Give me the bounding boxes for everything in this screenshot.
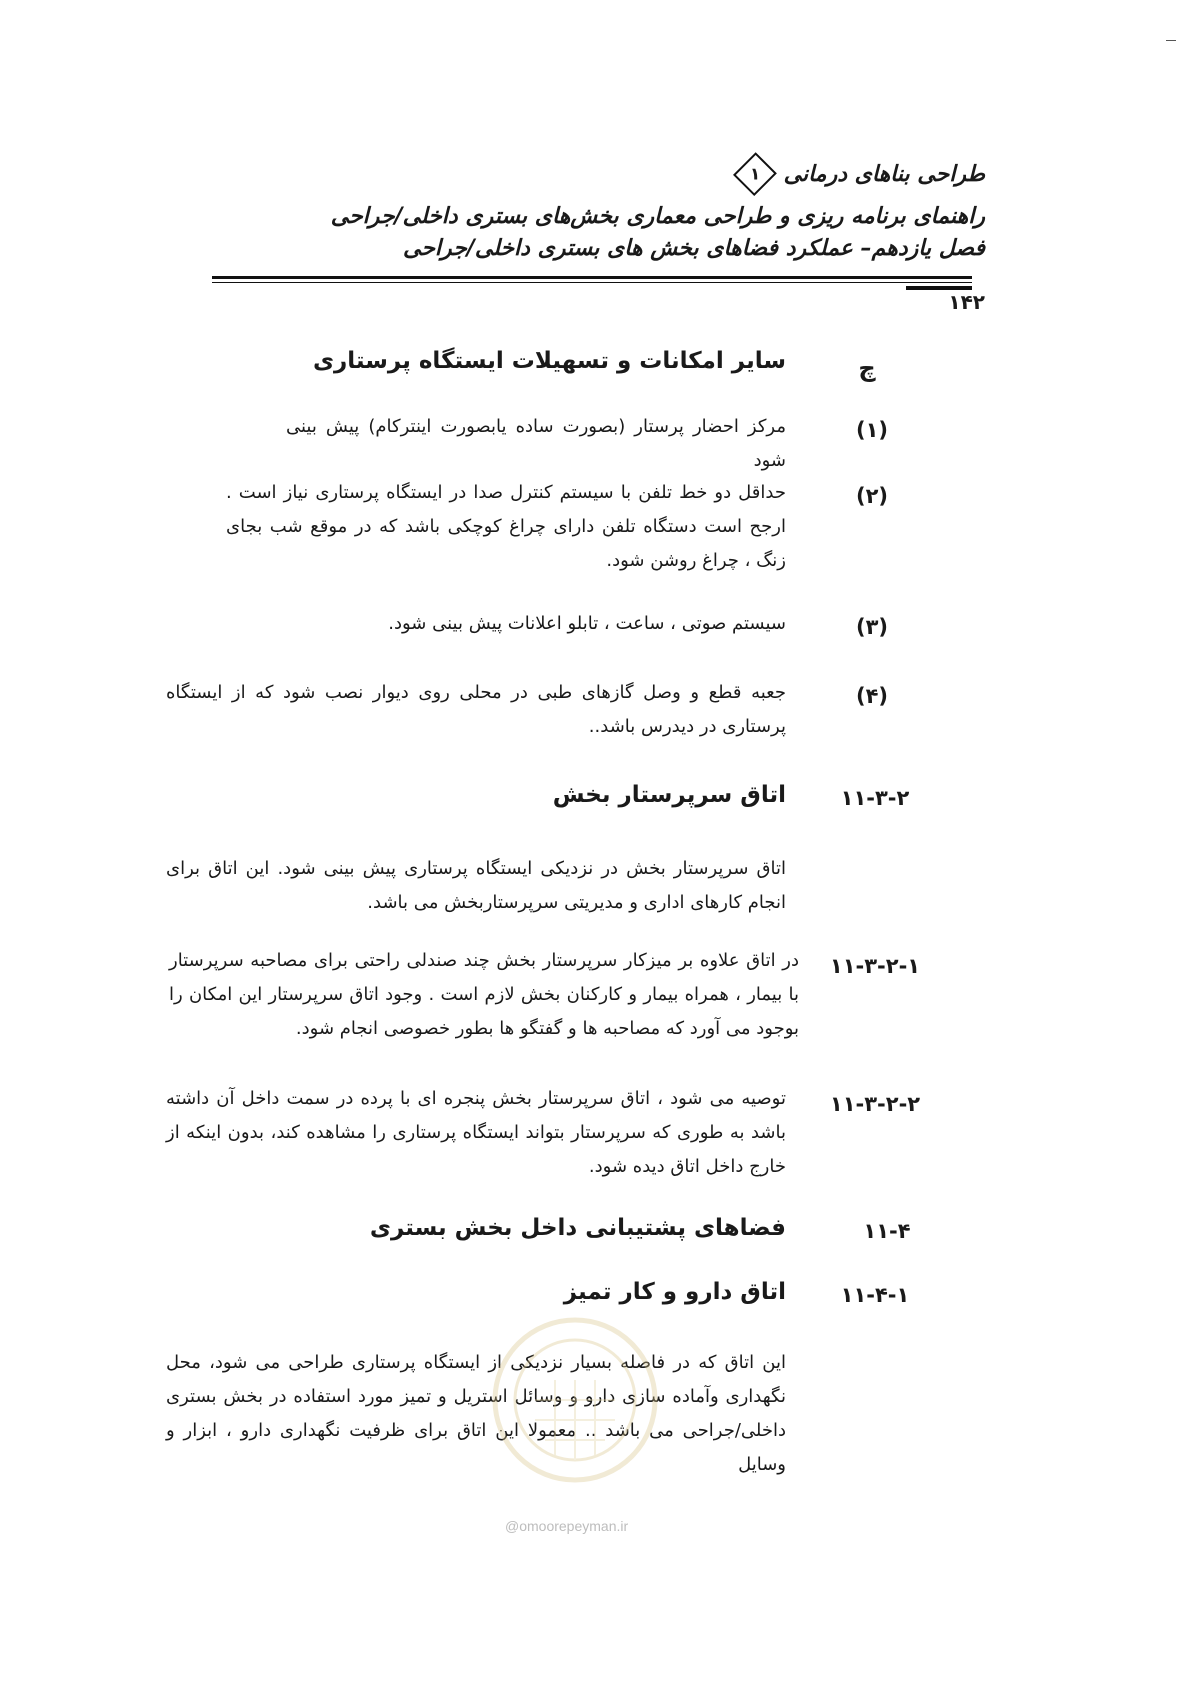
header-rule-thin <box>212 282 972 283</box>
subsection-11-3-2-1-number: ۱۱-۳-۲-۱ <box>829 954 921 978</box>
subsection-11-3-2-2-text: توصیه می شود ، اتاق سرپرستار بخش پنجره ای با پرده در سمت داخل آن داشته باشد به طوری که سرپرستار بتواند ایستگاه پرستاری را مشاهده کند، بدون اینکه از خارج داخل اتاق دیده شود. <box>166 1088 786 1177</box>
section-11-4-1-text: این اتاق که در فاصله بسیار نزدیکی از ایستگاه پرستاری طراحی می شود، محل نگهداری وآماده سازی دارو و وسائل استریل و تمیز مورد استفاده در بخش بستری داخلی/جراحی می باشد .. معمولا این اتاق برای ظرفیت نگهداری دارو ، ابزار و وسایل <box>166 1352 786 1475</box>
section-11-3-2-intro: اتاق سرپرستار بخش در نزدیکی ایستگاه پرستاری پیش بینی شود. این اتاق برای انجام کارهای اداری و مدیریتی سرپرستاربخش می باشد. <box>166 858 786 913</box>
subsection-11-3-2-1-text: در اتاق علاوه بر میزکار سرپرستار بخش چند صندلی راحتی برای مصاحبه سرپرستار با بیمار ، همراه بیمار و کارکنان بخش لازم است . وجود اتاق سرپرستار این امکان را بوجود می آورد که مصاحبه ها و گفتگو ها بطور خصوصی انجام شود. <box>169 950 799 1039</box>
watermark-seal <box>490 1305 660 1535</box>
chapter-title: فصل یازدهم– عملکرد فضاهای بخش های بستری داخلی/جراحی <box>403 236 985 261</box>
section-11-3-2-title: اتاق سرپرستار بخش <box>552 782 786 808</box>
section-11-3-2-number: ۱۱-۳-۲ <box>840 786 910 810</box>
page-number: ۱۴۲ <box>948 290 985 314</box>
section-11-4-1-number: ۱۱-۴-۱ <box>840 1283 910 1307</box>
corner-mark <box>1166 40 1176 41</box>
series-number-badge <box>733 152 777 196</box>
section-11-4-1-title: اتاق دارو و کار تمیز <box>563 1279 786 1305</box>
running-header-series <box>740 158 985 190</box>
item-4-text: جعبه قطع و وصل گازهای طبی در محلی روی دیوار نصب شود که از ایستگاه پرستاری در دیدرس باشد.. <box>166 682 786 737</box>
item-1-number: (۱) <box>855 418 889 442</box>
series-number: ۱ <box>749 164 761 185</box>
item-3-text: سیستم صوتی ، ساعت ، تابلو اعلانات پیش بینی شود. <box>388 613 786 634</box>
item-1-text: مرکز احضار پرستار (بصورت ساده یابصورت اینترکام) پیش بینی شود <box>286 416 786 471</box>
item-3-number: (۳) <box>855 615 889 639</box>
book-title: راهنمای برنامه ریزی و طراحی معماری بخش‌های بستری داخلی/جراحی <box>330 204 985 229</box>
item-2-text: حداقل دو خط تلفن با سیستم کنترل صدا در ایستگاه پرستاری نیاز است . ارجح است دستگاه تلفن دارای چراغ کوچکی باشد که در موقع شب بجای زنگ ، چراغ روشن شود. <box>226 482 786 571</box>
item-4-number: (۴) <box>855 684 889 708</box>
subsection-11-3-2-2-number: ۱۱-۳-۲-۲ <box>829 1092 921 1116</box>
section-che-title: سایر امکانات و تسهیلات ایستگاه پرستاری <box>312 348 786 374</box>
section-11-4-title: فضاهای پشتیبانی داخل بخش بستری <box>369 1215 786 1241</box>
item-2-number: (۲) <box>855 484 889 508</box>
watermark-text: @omoorepeyman.ir <box>505 1518 629 1534</box>
section-che-marker: چ <box>858 354 876 382</box>
series-title: طراحی بناهای درمانی <box>783 161 985 187</box>
section-11-4-number: ۱۱-۴ <box>863 1219 911 1243</box>
header-rule-thick <box>212 276 972 279</box>
